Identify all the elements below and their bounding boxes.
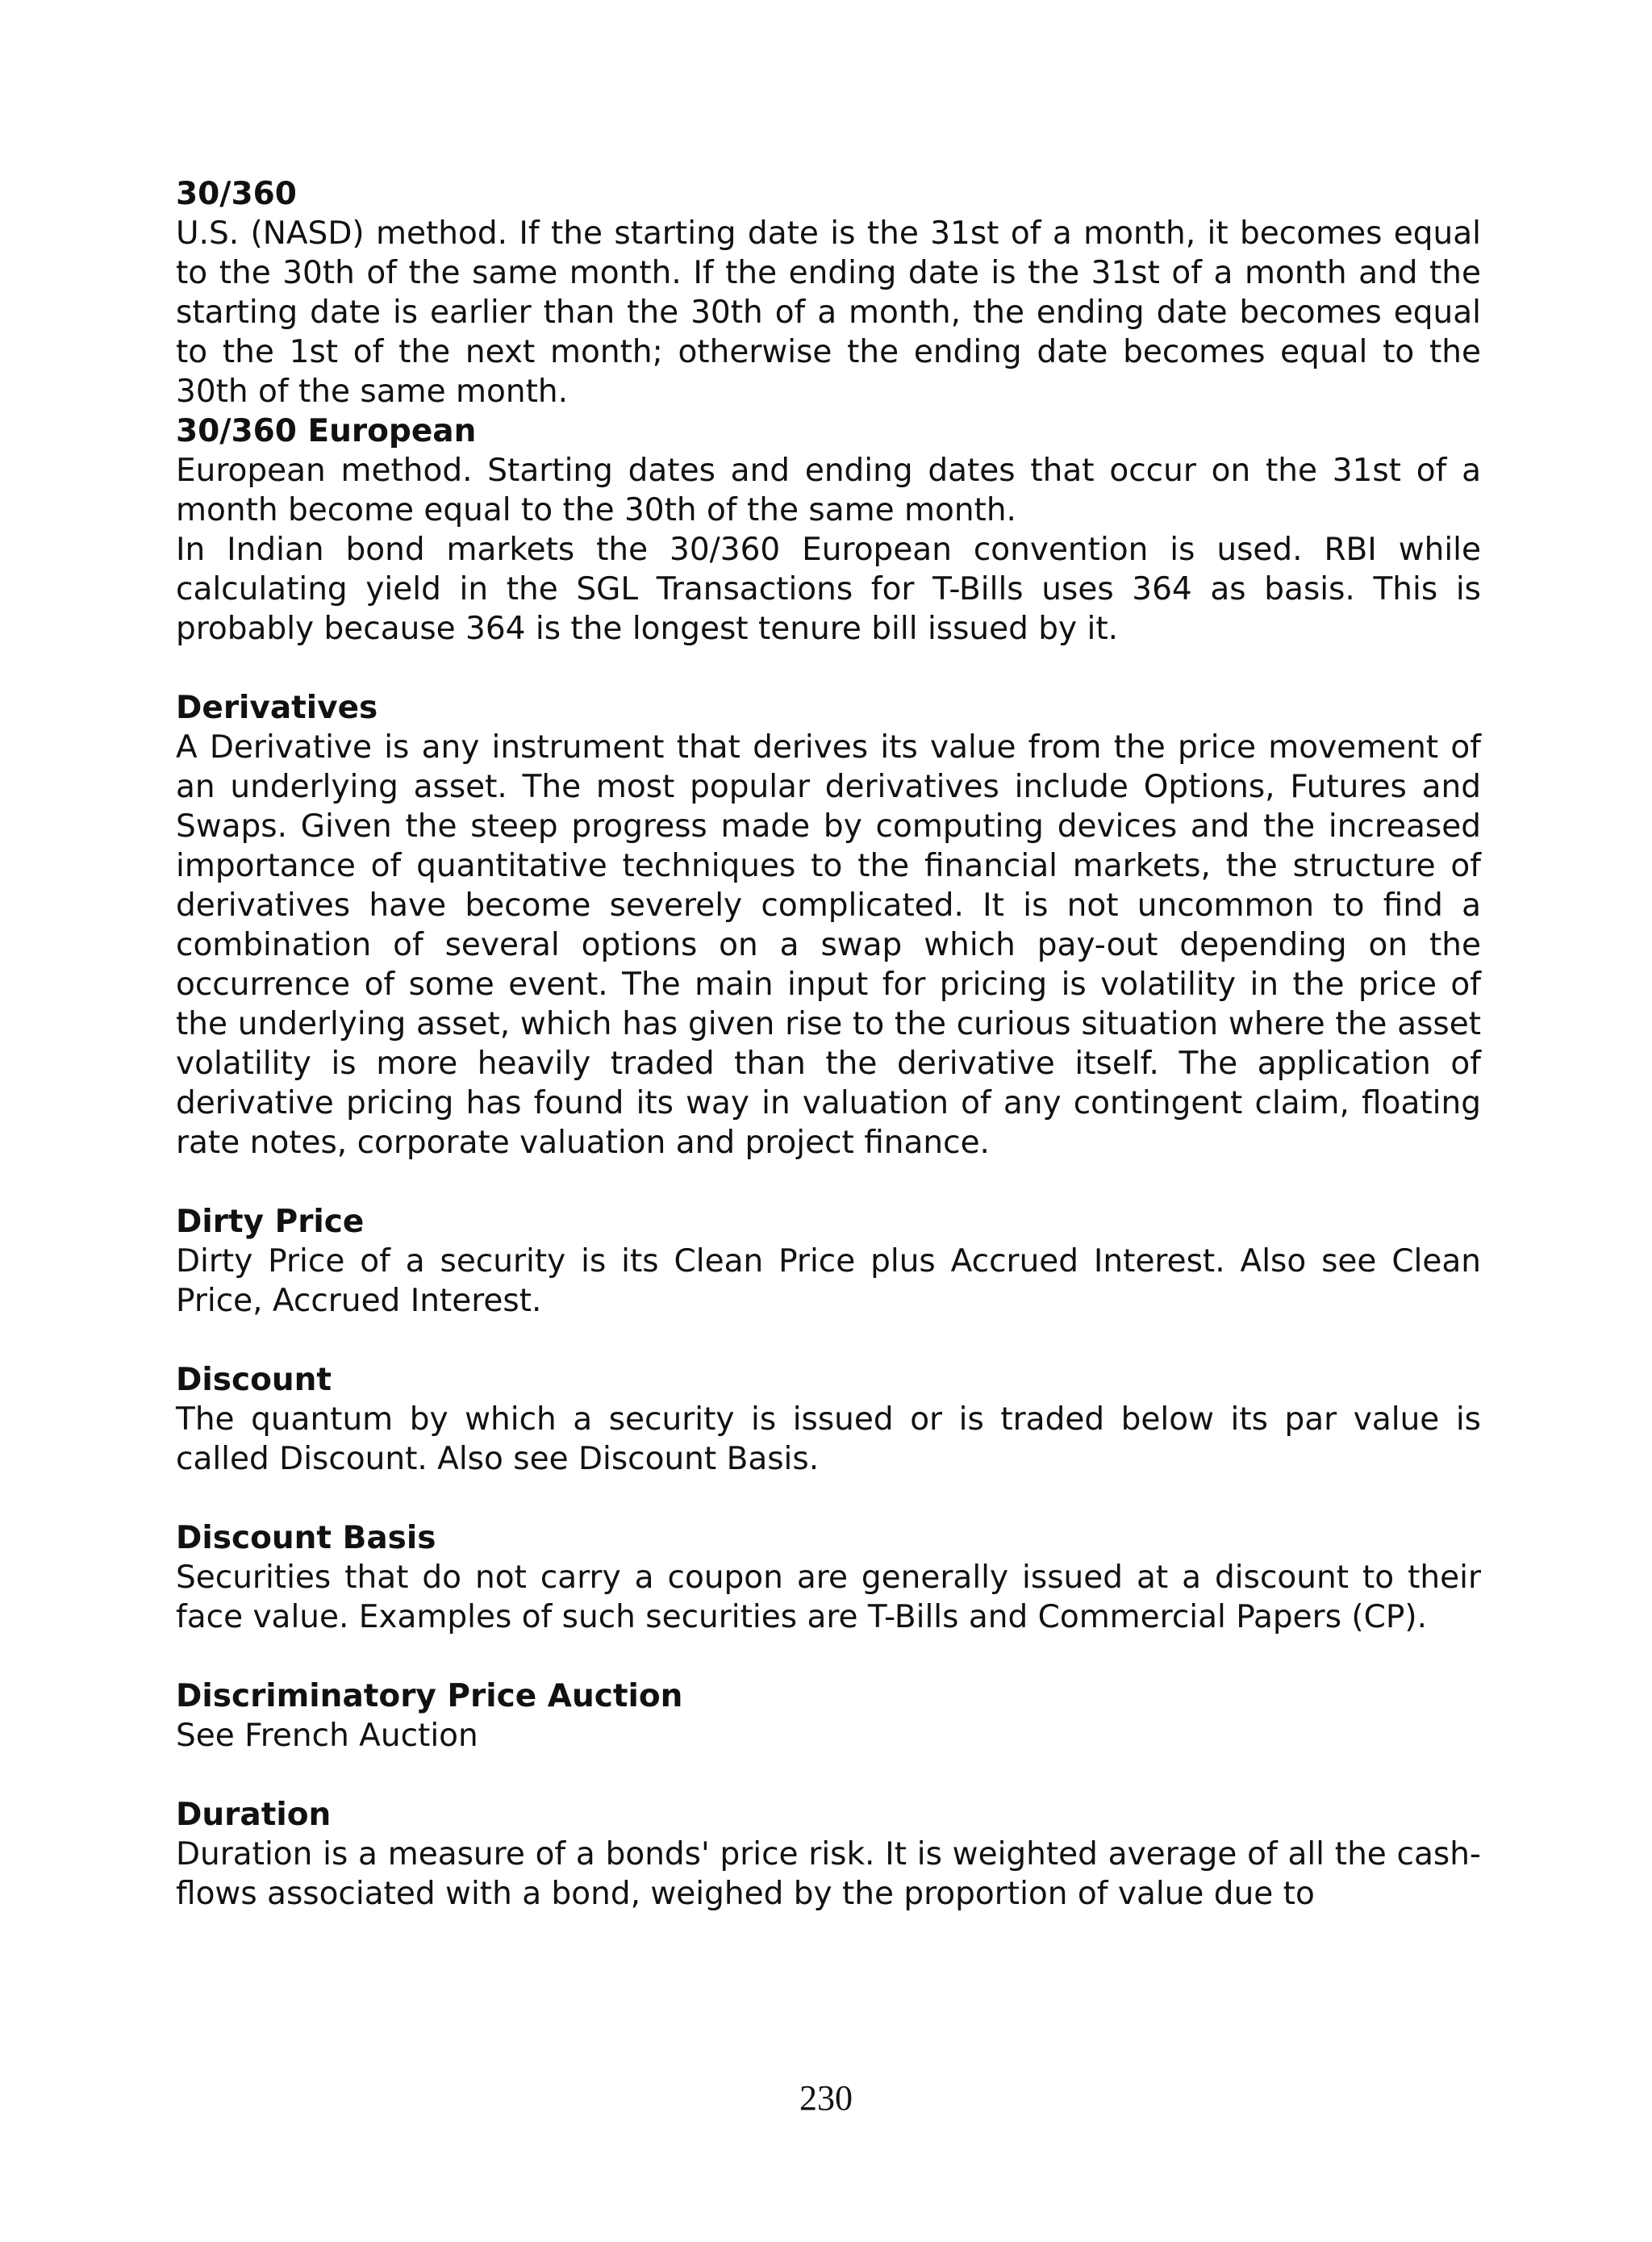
- entry-dirty-price: [176, 1202, 1481, 1321]
- definition-paragraph: European method. Starting dates and ending dates that occur on the 31st of a month become equal to the 30th of the same month.: [176, 453, 1481, 528]
- entry-discount-basis: [176, 1518, 1481, 1637]
- entry-discriminatory-price-auction: [176, 1676, 1481, 1756]
- definition-paragraph: Dirty Price of a security is its Clean Price plus Accrued Interest. Also see Clean Price, Accrued Interest.: [176, 1243, 1481, 1319]
- glossary-page: [176, 174, 1481, 1914]
- page-number: 230: [799, 2078, 853, 2118]
- definition-paragraph: The quantum by which a security is issued or is traded below its par value is called Discount. Also see Discount Basis.: [176, 1401, 1481, 1477]
- definition-paragraph: Securities that do not carry a coupon are generally issued at a discount to their face value. Examples of such securities are T-Bills and Commercial Papers (CP).: [176, 1559, 1481, 1635]
- term-heading: Discriminatory Price Auction: [176, 1678, 683, 1714]
- entry-30-360-european: [176, 411, 1481, 649]
- term-heading: Derivatives: [176, 690, 378, 726]
- entry-discount: [176, 1360, 1481, 1479]
- term-heading: Discount: [176, 1362, 332, 1398]
- entry-derivatives: [176, 688, 1481, 1163]
- definition-paragraph: See French Auction: [176, 1718, 478, 1754]
- entry-duration: [176, 1795, 1481, 1914]
- definition-paragraph: Duration is a measure of a bonds' price risk. It is weighted average of all the cash-flows associated with a bond, weighed by the proportion of value due to: [176, 1836, 1481, 1912]
- definition-paragraph: A Derivative is any instrument that derives its value from the price movement of an underlying asset. The most popular derivatives include Options, Futures and Swaps. Given the steep progress made by computing devices and the increased importance of quantitative techniques to the financial markets, the structure of derivatives have become severely complicated. It is not uncommon to find a combination of several options on a swap which pay-out depending on the occurrence of some event. The main input for pricing is volatility in the price of the underlying asset, which has given rise to the curious situation where the asset volatility is more heavily traded than the derivative itself. The application of derivative pricing has found its way in valuation of any contingent claim, floating rate notes, corporate valuation and project finance.: [176, 729, 1481, 1161]
- entry-30-360: [176, 174, 1481, 411]
- term-heading: 30/360: [176, 176, 297, 212]
- definition-paragraph: In Indian bond markets the 30/360 European convention is used. RBI while calculating yield in the SGL Transactions for T-Bills uses 364 as basis. This is probably because 364 is the longest tenure bill issued by it.: [176, 532, 1481, 647]
- term-heading: Discount Basis: [176, 1520, 436, 1556]
- definition-paragraph: U.S. (NASD) method. If the starting date is the 31st of a month, it becomes equal to the 30th of the same month. If the ending date is the 31st of a month and the starting date is earlier than the 30th of a month, the ending date becomes equal to the 1st of the next month; otherwise the ending date becomes equal to the 30th of the same month.: [176, 215, 1481, 410]
- term-heading: Dirty Price: [176, 1204, 365, 1240]
- term-heading: 30/360 European: [176, 413, 477, 449]
- term-heading: Duration: [176, 1797, 332, 1833]
